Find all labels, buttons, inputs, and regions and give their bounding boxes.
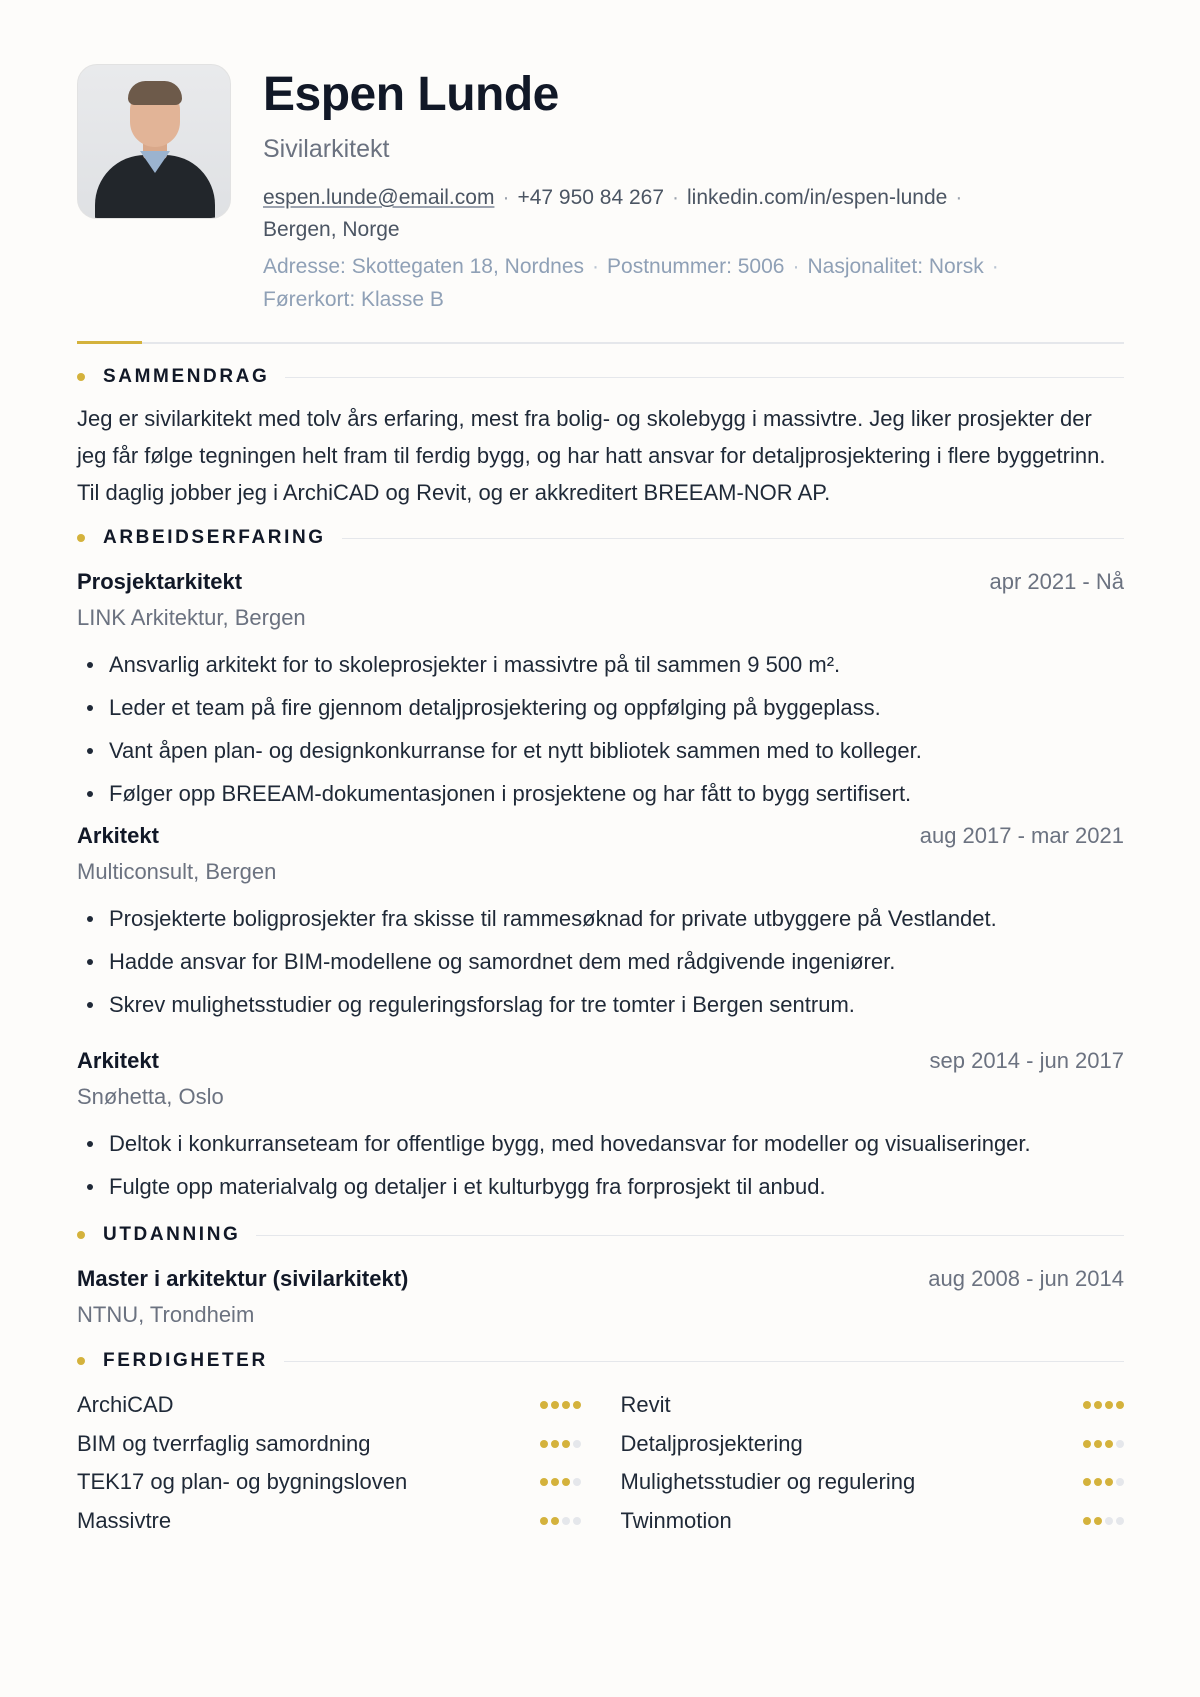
skill-name: BIM og tverrfaglig samordning xyxy=(77,1430,371,1456)
skill-name: Twinmotion xyxy=(620,1507,732,1533)
job-date: aug 2017 - mar 2021 xyxy=(919,823,1124,848)
skill-name: TEK17 og plan- og bygningsloven xyxy=(77,1469,408,1495)
rating-dot-icon xyxy=(1105,1440,1113,1448)
list-item: Prosjekterte boligprosjekter fra skisse til rammesøknad for private utbyggere på Vestlandet. xyxy=(77,897,1124,940)
job-bullets xyxy=(77,643,1124,815)
rating-dot-icon xyxy=(1094,1401,1102,1409)
section-education-heading xyxy=(77,1224,1124,1246)
extra-info-line xyxy=(263,250,1078,316)
linkedin-link[interactable]: linkedin.com/in/espen-lunde xyxy=(687,186,948,209)
section-summary-heading xyxy=(77,366,1124,388)
separator: · xyxy=(991,255,999,278)
rating-dot-icon xyxy=(1083,1517,1091,1525)
skill-rating xyxy=(540,1440,581,1448)
skill-name: Massivtre xyxy=(77,1507,172,1533)
rating-dot-icon xyxy=(562,1401,570,1409)
job-bullets xyxy=(77,897,1124,1026)
skill-rating xyxy=(1083,1440,1124,1448)
job-title: Prosjektarkitekt xyxy=(77,569,243,594)
skill-rating xyxy=(540,1478,581,1486)
rating-dot-icon xyxy=(1105,1401,1113,1409)
job-date: sep 2014 - jun 2017 xyxy=(929,1048,1124,1073)
rating-dot-icon xyxy=(573,1478,581,1486)
education-entry xyxy=(77,1266,1124,1328)
rating-dot-icon xyxy=(1116,1440,1124,1448)
skill-item xyxy=(621,1425,1125,1464)
job-company: LINK Arkitektur, Bergen xyxy=(77,605,306,630)
skill-name: Revit xyxy=(620,1392,671,1418)
rating-dot-icon xyxy=(1105,1517,1113,1525)
rating-dot-icon xyxy=(573,1401,581,1409)
contact-line xyxy=(263,182,1078,246)
section-label: ARBEIDSERFARING xyxy=(103,527,326,548)
rating-dot-icon xyxy=(1116,1478,1124,1486)
list-item: Skrev mulighetsstudier og reguleringsforslag for tre tomter i Bergen sentrum. xyxy=(77,983,1124,1026)
list-item: Følger opp BREEAM-dokumentasjonen i prosjektene og har fått to bygg sertifisert. xyxy=(77,772,1124,815)
job-date: apr 2021 - Nå xyxy=(989,569,1124,594)
cv-page xyxy=(77,64,1124,1540)
section-label: UTDANNING xyxy=(103,1224,241,1245)
separator: · xyxy=(502,186,510,209)
list-item: Deltok i konkurranseteam for offentlige bygg, med hovedansvar for modeller og visualiseringer. xyxy=(77,1122,1124,1165)
skill-item xyxy=(77,1425,581,1464)
rating-dot-icon xyxy=(573,1517,581,1525)
skill-item xyxy=(77,1502,581,1541)
rating-dot-icon xyxy=(562,1440,570,1448)
job-entry xyxy=(77,569,1124,815)
person-name: Espen Lunde xyxy=(263,68,559,121)
education-date: aug 2008 - jun 2014 xyxy=(928,1266,1124,1291)
separator: · xyxy=(672,186,680,209)
rating-dot-icon xyxy=(1116,1401,1124,1409)
skill-item xyxy=(621,1386,1125,1425)
skill-name: Detaljprosjektering xyxy=(620,1430,803,1456)
list-item: Fulgte opp materialvalg og detaljer i et kulturbygg fra forprosjekt til anbud. xyxy=(77,1165,1124,1208)
job-entry xyxy=(77,823,1124,1026)
header-divider xyxy=(77,342,1124,344)
list-item: Leder et team på fire gjennom detaljprosjektering og oppfølging på byggeplass. xyxy=(77,686,1124,729)
skill-name: ArchiCAD xyxy=(77,1392,174,1418)
section-label: FERDIGHETER xyxy=(103,1350,268,1371)
skill-rating xyxy=(1083,1517,1124,1525)
rating-dot-icon xyxy=(551,1401,559,1409)
nationality: Nasjonalitet: Norsk xyxy=(807,255,984,278)
bullet-dot-icon xyxy=(77,1231,85,1239)
rating-dot-icon xyxy=(551,1440,559,1448)
job-company: Snøhetta, Oslo xyxy=(77,1084,224,1109)
job-title: Sivilarkitekt xyxy=(263,135,390,163)
list-item: Ansvarlig arkitekt for to skoleprosjekter i massivtre på til sammen 9 500 m². xyxy=(77,643,1124,686)
degree: Master i arkitektur (sivilarkitekt) xyxy=(77,1266,409,1291)
separator: · xyxy=(955,186,963,209)
job-company: Multiconsult, Bergen xyxy=(77,859,277,884)
rating-dot-icon xyxy=(1094,1478,1102,1486)
rating-dot-icon xyxy=(540,1440,548,1448)
rating-dot-icon xyxy=(573,1440,581,1448)
bullet-dot-icon xyxy=(77,534,85,542)
bullet-dot-icon xyxy=(77,1357,85,1365)
rating-dot-icon xyxy=(540,1401,548,1409)
email-link[interactable]: espen.lunde@email.com xyxy=(263,186,495,209)
rating-dot-icon xyxy=(540,1517,548,1525)
skill-rating xyxy=(1083,1401,1124,1409)
skill-rating xyxy=(540,1517,581,1525)
rating-dot-icon xyxy=(1083,1478,1091,1486)
header-info xyxy=(263,64,1078,316)
school: NTNU, Trondheim xyxy=(77,1302,255,1327)
rating-dot-icon xyxy=(1116,1517,1124,1525)
skill-name: Mulighetsstudier og regulering xyxy=(620,1469,916,1495)
skill-item xyxy=(621,1463,1125,1502)
list-item: Vant åpen plan- og designkonkurranse for et nytt bibliotek sammen med to kolleger. xyxy=(77,729,1124,772)
rating-dot-icon xyxy=(551,1478,559,1486)
address: Adresse: Skottegaten 18, Nordnes xyxy=(263,255,585,278)
profile-photo xyxy=(77,64,231,219)
section-skills-heading xyxy=(77,1350,1124,1372)
skill-item xyxy=(77,1386,581,1425)
rating-dot-icon xyxy=(562,1517,570,1525)
rating-dot-icon xyxy=(551,1517,559,1525)
cv-header xyxy=(77,64,1124,316)
location: Bergen, Norge xyxy=(263,218,400,241)
skill-rating xyxy=(540,1401,581,1409)
rating-dot-icon xyxy=(1083,1440,1091,1448)
section-experience-heading xyxy=(77,527,1124,549)
skill-rating xyxy=(1083,1478,1124,1486)
rating-dot-icon xyxy=(1094,1440,1102,1448)
job-title: Arkitekt xyxy=(77,1048,159,1073)
rating-dot-icon xyxy=(1094,1517,1102,1525)
postal-code: Postnummer: 5006 xyxy=(607,255,785,278)
skill-item xyxy=(77,1463,581,1502)
summary-text: Jeg er sivilarkitekt med tolv års erfaring, mest fra bolig- og skolebygg i massivtre. Jeg liker prosjekter der jeg får følge tegningen helt fram til ferdig bygg, og har hatt ansvar for detaljprosjektering i flere byggetrinn. Til daglig jobber jeg i ArchiCAD og Revit, og er akkreditert BREEAM-NOR AP. xyxy=(77,406,1106,505)
bullet-dot-icon xyxy=(77,373,85,381)
rating-dot-icon xyxy=(562,1478,570,1486)
separator: · xyxy=(592,255,600,278)
job-entry xyxy=(77,1048,1124,1208)
section-label: SAMMENDRAG xyxy=(103,366,270,387)
drivers-license: Førerkort: Klasse B xyxy=(263,288,444,311)
rating-dot-icon xyxy=(540,1478,548,1486)
rating-dot-icon xyxy=(1105,1478,1113,1486)
phone: +47 950 84 267 xyxy=(517,186,665,209)
skill-item xyxy=(621,1502,1125,1541)
job-bullets xyxy=(77,1122,1124,1208)
skills-grid xyxy=(77,1386,1124,1540)
list-item: Hadde ansvar for BIM-modellene og samordnet dem med rådgivende ingeniører. xyxy=(77,940,1124,983)
job-title: Arkitekt xyxy=(77,823,159,848)
rating-dot-icon xyxy=(1083,1401,1091,1409)
separator: · xyxy=(792,255,800,278)
